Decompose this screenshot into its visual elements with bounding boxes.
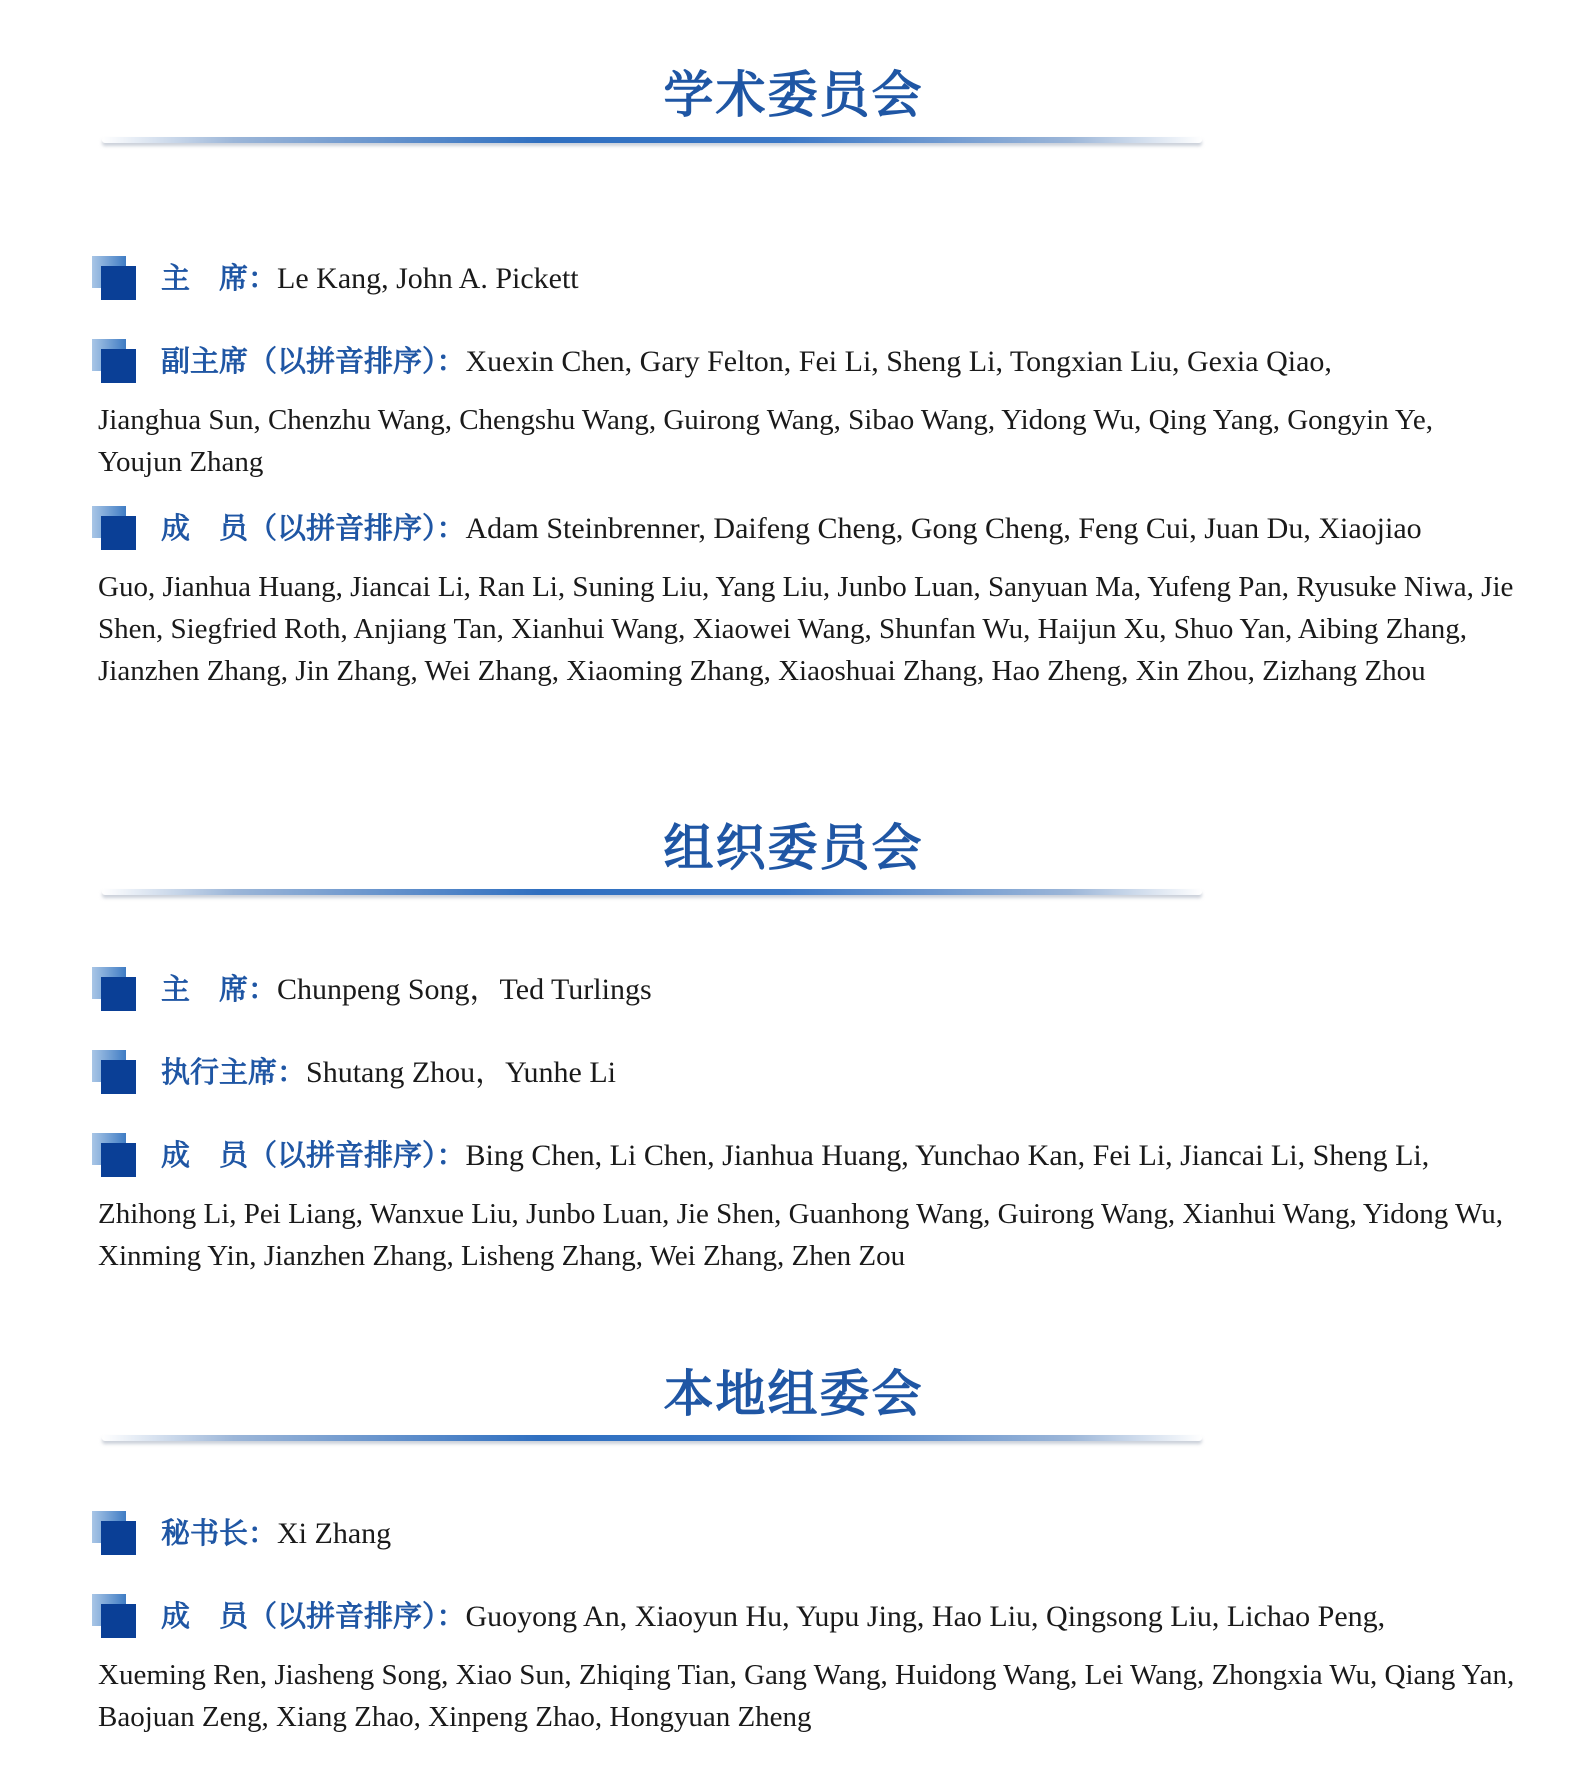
section-title: 本地组委会 [663, 1365, 924, 1423]
members-names-rest: Guo, Jianhua Huang, Jiancai Li, Ran Li, Suning Liu, Yang Liu, Junbo Luan, Sanyuan Ma, Yufeng Pan, Ryusuke Niwa, Jie Shen, Siegfried Roth, Anjiang Tan, Xianhui Wang, Xiaowei Wang, Shunfan Wu, Haijun Xu, Shuo Yan, Aibing Zhang, Jianzhen Zhang, Jin Zhang, Wei Zhang, Xiaoming Zhang, Xiaoshuai Zhang, Hao Zheng, Xin Zhou, Zizhang Zhou [98, 571, 1514, 687]
square-bullet-icon [92, 1594, 136, 1638]
secretary-general-names: Xi Zhang [277, 1517, 392, 1550]
executive-chair-names: Shutang Zhou，Yunhe Li [306, 1056, 616, 1089]
square-bullet-icon [92, 339, 136, 383]
members-label: 成 员（以拼音排序）： [161, 1138, 466, 1172]
members-label: 成 员（以拼音排序）： [161, 511, 466, 545]
chair-names: Le Kang, John A. Pickett [277, 262, 579, 295]
chair-names: Chunpeng Song，Ted Turlings [277, 973, 652, 1006]
chair-label: 主 席： [161, 261, 278, 295]
section-divider [102, 889, 1202, 895]
members-names-line1: Adam Steinbrenner, Daifeng Cheng, Gong Cheng, Feng Cui, Juan Du, Xiaojiao [465, 512, 1422, 545]
executive-chair-label: 执行主席： [161, 1055, 307, 1089]
members-names-line1: Guoyong An, Xiaoyun Hu, Yupu Jing, Hao Liu, Qingsong Liu, Lichao Peng, [465, 1600, 1386, 1633]
square-bullet-icon [92, 967, 136, 1011]
members-label: 成 员（以拼音排序）： [161, 1599, 466, 1633]
members-names-rest: Zhihong Li, Pei Liang, Wanxue Liu, Junbo Luan, Jie Shen, Guanhong Wang, Guirong Wang, Xianhui Wang, Yidong Wu, Xinming Yin, Jianzhen Zhang, Lisheng Zhang, Wei Zhang, Zhen Zou [98, 1198, 1503, 1272]
secretary-general-label: 秘书长： [161, 1516, 278, 1550]
members-names-rest: Xueming Ren, Jiasheng Song, Xiao Sun, Zhiqing Tian, Gang Wang, Huidong Wang, Lei Wang, Zhongxia Wu, Qiang Yan, Baojuan Zeng, Xiang Zhao, Xinpeng Zhao, Hongyuan Zheng [98, 1659, 1515, 1733]
section-divider [102, 1435, 1202, 1441]
vice-chair-names-line1: Xuexin Chen, Gary Felton, Fei Li, Sheng Li, Tongxian Liu, Gexia Qiao, [465, 345, 1332, 378]
chair-label: 主 席： [161, 972, 278, 1006]
section-divider [102, 137, 1202, 143]
section-title: 学术委员会 [663, 66, 924, 124]
square-bullet-icon [92, 256, 136, 300]
vice-chair-names-rest: Jianghua Sun, Chenzhu Wang, Chengshu Wang, Guirong Wang, Sibao Wang, Yidong Wu, Qing Yang, Gongyin Ye, Youjun Zhang [98, 404, 1434, 478]
square-bullet-icon [92, 1133, 136, 1177]
square-bullet-icon [92, 506, 136, 550]
section-title: 组织委员会 [663, 819, 924, 877]
square-bullet-icon [92, 1050, 136, 1094]
square-bullet-icon [92, 1511, 136, 1555]
members-names-line1: Bing Chen, Li Chen, Jianhua Huang, Yunchao Kan, Fei Li, Jiancai Li, Sheng Li, [465, 1139, 1430, 1172]
vice-chair-label: 副主席（以拼音排序）： [161, 344, 466, 378]
